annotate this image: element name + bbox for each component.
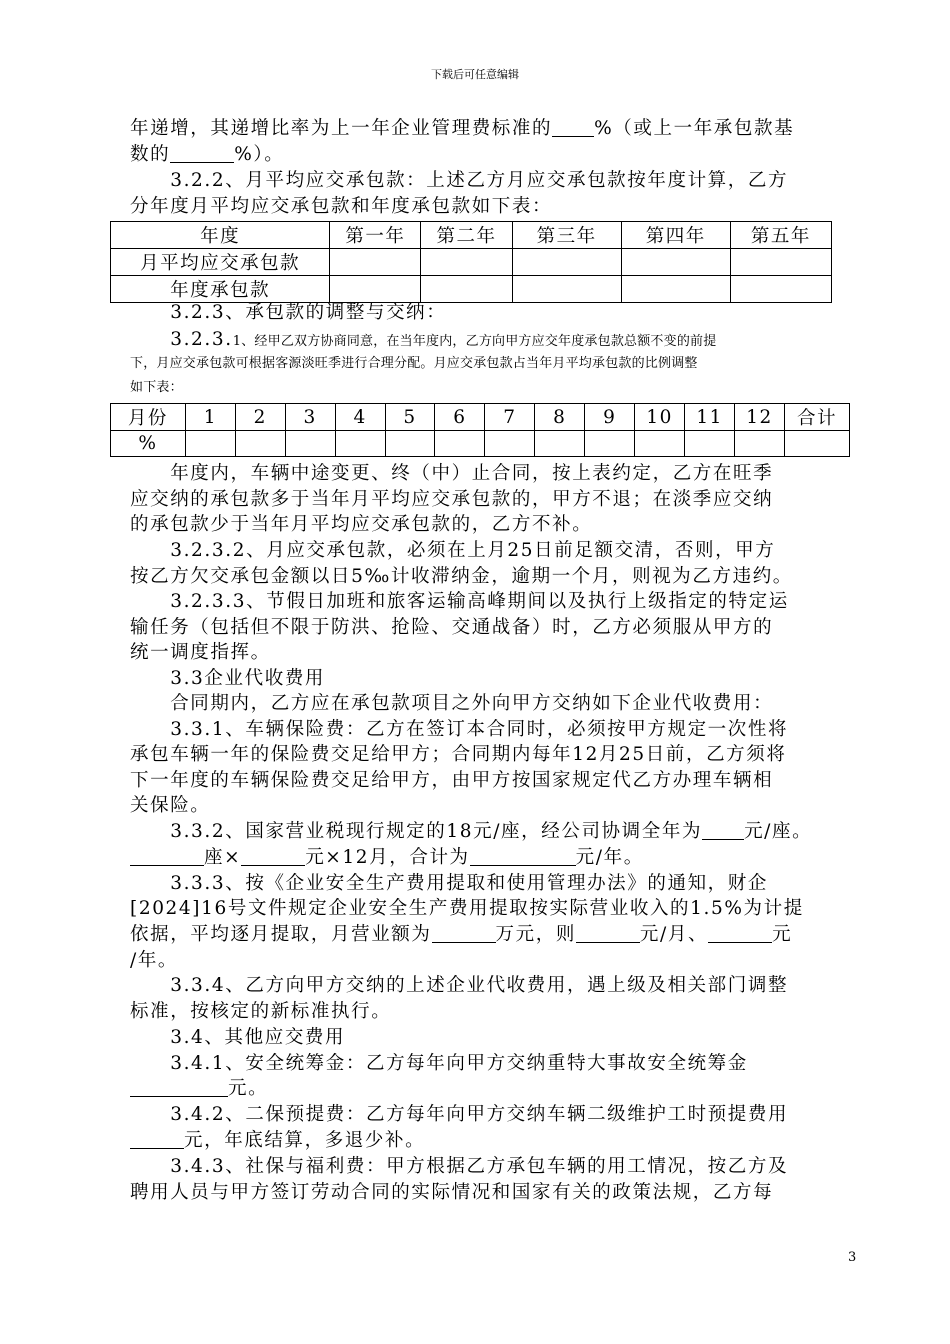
- paragraph-line: 3.2.3.3、节假日加班和旅客运输高峰期间以及执行上级指定的特定运: [130, 591, 789, 612]
- table-cell: [385, 431, 435, 457]
- table-header-cell: 12: [735, 404, 785, 431]
- table-cell: [185, 431, 235, 457]
- paragraph-line: 3.2.3.2、月应交承包款，必须在上月25日前足额交清，否则，甲方: [130, 540, 776, 561]
- page-number: 3: [848, 1250, 857, 1265]
- paragraph-line: 的承包款少于当年月平均应交承包款的，乙方不补。: [130, 514, 593, 535]
- blank-field: [241, 847, 305, 866]
- table-cell: [330, 276, 421, 303]
- table-header-cell: 7: [485, 404, 535, 431]
- table-cell: [512, 249, 621, 276]
- table-header-cell: 8: [535, 404, 585, 431]
- paragraph-line: 统一调度指挥。: [130, 642, 271, 663]
- table-header-cell: 第五年: [730, 222, 831, 249]
- paragraph-line: 3.3.2、国家营业税现行规定的18元/座，经公司协调全年为 元/座。: [130, 821, 813, 842]
- paragraph-line: 3.4.3、社保与福利费：甲方根据乙方承包车辆的用工情况，按乙方及: [130, 1156, 789, 1177]
- table-cell: [421, 249, 512, 276]
- paragraph-line: 3.3.4、乙方向甲方交纳的上述企业代收费用，遇上级及相关部门调整: [130, 975, 789, 996]
- paragraph-line: 数的 %）。: [130, 144, 285, 165]
- paragraph-line: 承包车辆一年的保险费交足给甲方；合同期内每年12月25日前，乙方须将: [130, 744, 787, 765]
- table-cell: [485, 431, 535, 457]
- paragraph-line: 3.2.2、月平均应交承包款：上述乙方月应交承包款按年度计算，乙方: [130, 170, 789, 191]
- table-header-cell: 3: [285, 404, 335, 431]
- section-heading: 3.3企业代收费用: [130, 668, 326, 689]
- paragraph-line: 年递增，其递增比率为上一年企业管理费标准的 %（或上一年承包款基: [130, 118, 795, 139]
- paragraph-line: 年度内，车辆中途变更、终（中）止合同，按上表约定，乙方在旺季: [130, 463, 774, 484]
- table-cell: [635, 431, 685, 457]
- table-cell: [621, 249, 730, 276]
- blank-field: [708, 924, 772, 943]
- table-header-cell: 1: [185, 404, 235, 431]
- table-header-cell: 2: [235, 404, 285, 431]
- table-header-cell: 合计: [785, 404, 850, 431]
- table-row-label: 年度承包款: [111, 276, 330, 303]
- table-cell: [585, 431, 635, 457]
- table-header-cell: 第四年: [621, 222, 730, 249]
- paragraph-line: 3.3.1、车辆保险费：乙方在签订本合同时，必须按甲方规定一次性将: [130, 719, 789, 740]
- paragraph-line: 合同期内，乙方应在承包款项目之外向甲方交纳如下企业代收费用：: [130, 693, 774, 714]
- paragraph-line: 如下表：: [130, 380, 183, 395]
- paragraph-line: 3.3.3、按《企业安全生产费用提取和使用管理办法》的通知，财企: [130, 873, 768, 894]
- table-cell: [785, 431, 850, 457]
- blank-field: [432, 924, 496, 943]
- table-header-cell: 10: [635, 404, 685, 431]
- table-cell: [330, 249, 421, 276]
- table-cell: [535, 431, 585, 457]
- annual-payment-table: [110, 221, 832, 303]
- paragraph-line: 3.4.2、二保预提费：乙方每年向甲方交纳车辆二级维护工时预提费用: [130, 1104, 789, 1125]
- table-cell: [730, 249, 831, 276]
- paragraph-line: 标准，按核定的新标准执行。: [130, 1001, 392, 1022]
- paragraph-line: 3.2.3.1、经甲乙双方协商同意，在当年度内，乙方向甲方应交年度承包款总额不变的前提: [130, 329, 717, 350]
- table-cell: [285, 431, 335, 457]
- blank-field: [552, 118, 594, 137]
- table-cell: [735, 431, 785, 457]
- paragraph-line: 应交纳的承包款多于当年月平均应交承包款的，甲方不退；在淡季应交纳: [130, 489, 774, 510]
- table-header-cell: 第二年: [421, 222, 512, 249]
- paragraph-line: 聘用人员与甲方签订劳动合同的实际情况和国家有关的政策法规，乙方每: [130, 1182, 774, 1203]
- table-header-cell: 第三年: [512, 222, 621, 249]
- blank-field: [130, 1130, 184, 1149]
- paragraph-line: 3.2.3、承包款的调整与交纳：: [130, 302, 447, 323]
- paragraph-line: 输任务（包括但不限于防洪、抢险、交通战备）时，乙方必须服从甲方的: [130, 617, 774, 638]
- table-header-cell: 月份: [111, 404, 186, 431]
- table-header-cell: 6: [435, 404, 485, 431]
- monthly-ratio-table: [110, 403, 850, 457]
- table-header-cell: 9: [585, 404, 635, 431]
- paragraph-line: 按乙方欠交承包金额以日5‰计收滞纳金，逾期一个月，则视为乙方违约。: [130, 566, 793, 587]
- blank-field: [130, 1078, 228, 1097]
- blank-field: [470, 847, 576, 866]
- paragraph-line: 元。: [130, 1076, 268, 1102]
- table-header-cell: 年度: [111, 222, 330, 249]
- paragraph-line: 下一年度的车辆保险费交足给甲方，由甲方按国家规定代乙方办理车辆相: [130, 770, 774, 791]
- paragraph-line: 下，月应交承包款可根据客源淡旺季进行合理分配。月应交承包款占当年月平均承包款的比例调整: [130, 356, 698, 371]
- section-heading: 3.4、其他应交费用: [130, 1027, 346, 1048]
- paragraph-line: 关保险。: [130, 795, 211, 816]
- paragraph-line: [2024]16号文件规定企业安全生产费用提取按实际营业收入的1.5%为计提: [130, 898, 804, 919]
- table-header-cell: 11: [685, 404, 735, 431]
- blank-field: [702, 821, 744, 840]
- paragraph-line: 3.4.1、安全统筹金：乙方每年向甲方交纳重特大事故安全统筹金: [130, 1053, 748, 1074]
- paragraph-line: 元，年底结算，多退少补。: [130, 1128, 425, 1154]
- page-header: 下载后可任意编辑: [431, 68, 519, 81]
- table-cell: [435, 431, 485, 457]
- paragraph-line: 依据，平均逐月提取，月营业额为 万元，则 元/月、 元: [130, 924, 793, 945]
- table-header-cell: 第一年: [330, 222, 421, 249]
- table-cell: [730, 276, 831, 303]
- table-cell: [621, 276, 730, 303]
- table-header-cell: 5: [385, 404, 435, 431]
- paragraph-line: 座× 元×12月，合计为 元/年。: [130, 845, 644, 871]
- table-cell: [235, 431, 285, 457]
- table-cell: [512, 276, 621, 303]
- paragraph-line: /年。: [130, 950, 179, 971]
- blank-field: [130, 847, 204, 866]
- table-row-label: %: [111, 431, 186, 457]
- table-cell: [421, 276, 512, 303]
- paragraph-line: 分年度月平均应交承包款和年度承包款如下表：: [130, 196, 553, 217]
- blank-field: [170, 144, 234, 163]
- table-header-cell: 4: [335, 404, 385, 431]
- table-row-label: 月平均应交承包款: [111, 249, 330, 276]
- blank-field: [576, 924, 640, 943]
- table-cell: [335, 431, 385, 457]
- table-cell: [685, 431, 735, 457]
